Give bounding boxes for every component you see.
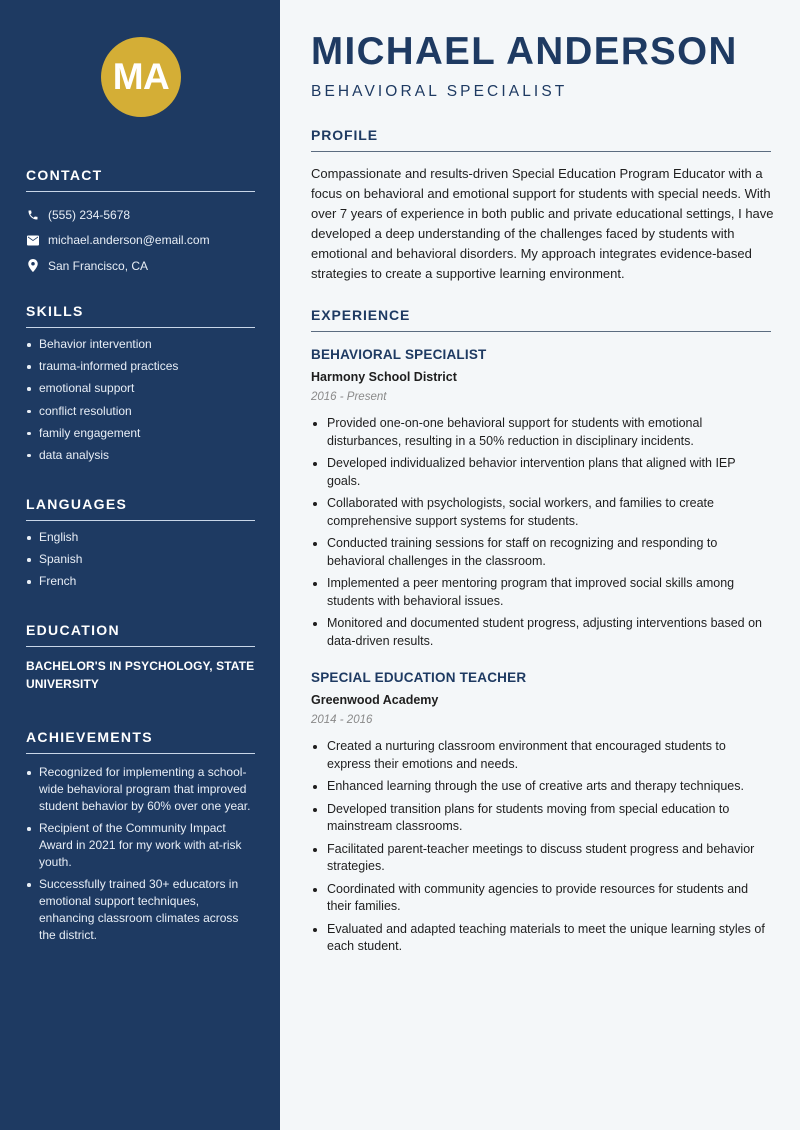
job-bullet: Evaluated and adapted teaching materials to meet the unique learning styles of each student. bbox=[311, 921, 771, 956]
achievement-item: Recipient of the Community Impact Award in 2021 for my work with at-risk youth. bbox=[26, 820, 255, 871]
language-item: English bbox=[26, 529, 255, 546]
languages-list bbox=[26, 529, 255, 590]
job-bullets bbox=[311, 415, 771, 650]
job-bullet: Developed individualized behavior intervention plans that aligned with IEP goals. bbox=[311, 455, 771, 490]
education-heading: EDUCATION bbox=[26, 622, 255, 647]
phone-text: (555) 234-5678 bbox=[48, 207, 131, 222]
education-degree: BACHELOR'S IN PSYCHOLOGY, STATE UNIVERSITY bbox=[26, 659, 255, 691]
education-section bbox=[26, 622, 255, 693]
location-pin-icon bbox=[26, 259, 39, 272]
candidate-title: BEHAVIORAL SPECIALIST bbox=[311, 83, 568, 100]
achievements-list bbox=[26, 764, 255, 944]
achievements-section bbox=[26, 729, 255, 950]
languages-heading: LANGUAGES bbox=[26, 496, 255, 521]
skills-section bbox=[26, 303, 255, 469]
job-company: Harmony School District bbox=[311, 370, 457, 384]
phone-icon bbox=[26, 208, 39, 221]
experience-heading: EXPERIENCE bbox=[311, 307, 771, 332]
candidate-name: MICHAEL ANDERSON bbox=[311, 30, 738, 73]
skill-item: conflict resolution bbox=[26, 403, 255, 420]
job-bullet: Facilitated parent-teacher meetings to discuss student progress and behavior strategies. bbox=[311, 841, 771, 876]
job-bullet: Collaborated with psychologists, social workers, and families to create comprehensive support systems for students. bbox=[311, 495, 771, 530]
job-dates: 2016 - Present bbox=[311, 391, 387, 403]
language-item: French bbox=[26, 573, 255, 590]
achievement-item: Recognized for implementing a school-wide behavioral program that improved student behavior by 60% over one year. bbox=[26, 764, 255, 815]
contact-list bbox=[26, 202, 255, 279]
job-title: SPECIAL EDUCATION TEACHER bbox=[311, 670, 527, 685]
profile-heading: PROFILE bbox=[311, 127, 771, 152]
email-icon bbox=[26, 234, 39, 247]
job-bullet: Implemented a peer mentoring program that improved social skills among students with behavioral issues. bbox=[311, 575, 771, 610]
achievements-heading: ACHIEVEMENTS bbox=[26, 729, 255, 754]
skill-item: emotional support bbox=[26, 380, 255, 397]
job-bullet: Provided one-on-one behavioral support for students with emotional disturbances, resulting in a 50% reduction in disciplinary incidents. bbox=[311, 415, 771, 450]
contact-section bbox=[26, 167, 255, 279]
job-company: Greenwood Academy bbox=[311, 693, 439, 707]
contact-location bbox=[26, 253, 255, 279]
contact-heading: CONTACT bbox=[26, 167, 255, 192]
job-bullet: Created a nurturing classroom environment that encouraged students to express their emotions and needs. bbox=[311, 738, 771, 773]
skills-heading: SKILLS bbox=[26, 303, 255, 328]
skill-item: Behavior intervention bbox=[26, 336, 255, 353]
job-bullets bbox=[311, 738, 771, 956]
profile-text: Compassionate and results-driven Special Education Program Educator with a focus on behavioral and emotional support for students with special needs. With over 7 years of experience in both public and private educational settings, I have developed a deep understanding of the challenges faced by students with emotional and behavioral disorders. My approach integrates evidence-based strategies to create a supportive learning environment. bbox=[311, 166, 774, 281]
contact-email[interactable] bbox=[26, 228, 255, 254]
job-entry bbox=[311, 346, 771, 655]
email-text: michael.anderson@email.com bbox=[48, 233, 210, 248]
skill-item: family engagement bbox=[26, 425, 255, 442]
location-text: San Francisco, CA bbox=[48, 258, 149, 273]
job-bullet: Conducted training sessions for staff on recognizing and responding to behavioral challenges in the classroom. bbox=[311, 535, 771, 570]
job-dates: 2014 - 2016 bbox=[311, 714, 373, 726]
job-entry bbox=[311, 669, 771, 961]
skill-item: data analysis bbox=[26, 447, 255, 464]
skill-item: trauma-informed practices bbox=[26, 358, 255, 375]
sidebar bbox=[0, 0, 280, 1130]
job-bullet: Developed transition plans for students moving from special education to mainstream classrooms. bbox=[311, 801, 771, 836]
avatar: MA bbox=[101, 37, 181, 117]
languages-section bbox=[26, 496, 255, 596]
language-item: Spanish bbox=[26, 551, 255, 568]
job-bullet: Monitored and documented student progress, adjusting interventions based on data-driven results. bbox=[311, 615, 771, 650]
achievement-item: Successfully trained 30+ educators in emotional support techniques, enhancing classroom climates across the district. bbox=[26, 876, 255, 944]
skills-list bbox=[26, 336, 255, 464]
contact-phone[interactable] bbox=[26, 202, 255, 228]
job-bullet: Enhanced learning through the use of creative arts and therapy techniques. bbox=[311, 778, 771, 796]
job-title: BEHAVIORAL SPECIALIST bbox=[311, 347, 487, 362]
job-bullet: Coordinated with community agencies to provide resources for students and their families. bbox=[311, 881, 771, 916]
